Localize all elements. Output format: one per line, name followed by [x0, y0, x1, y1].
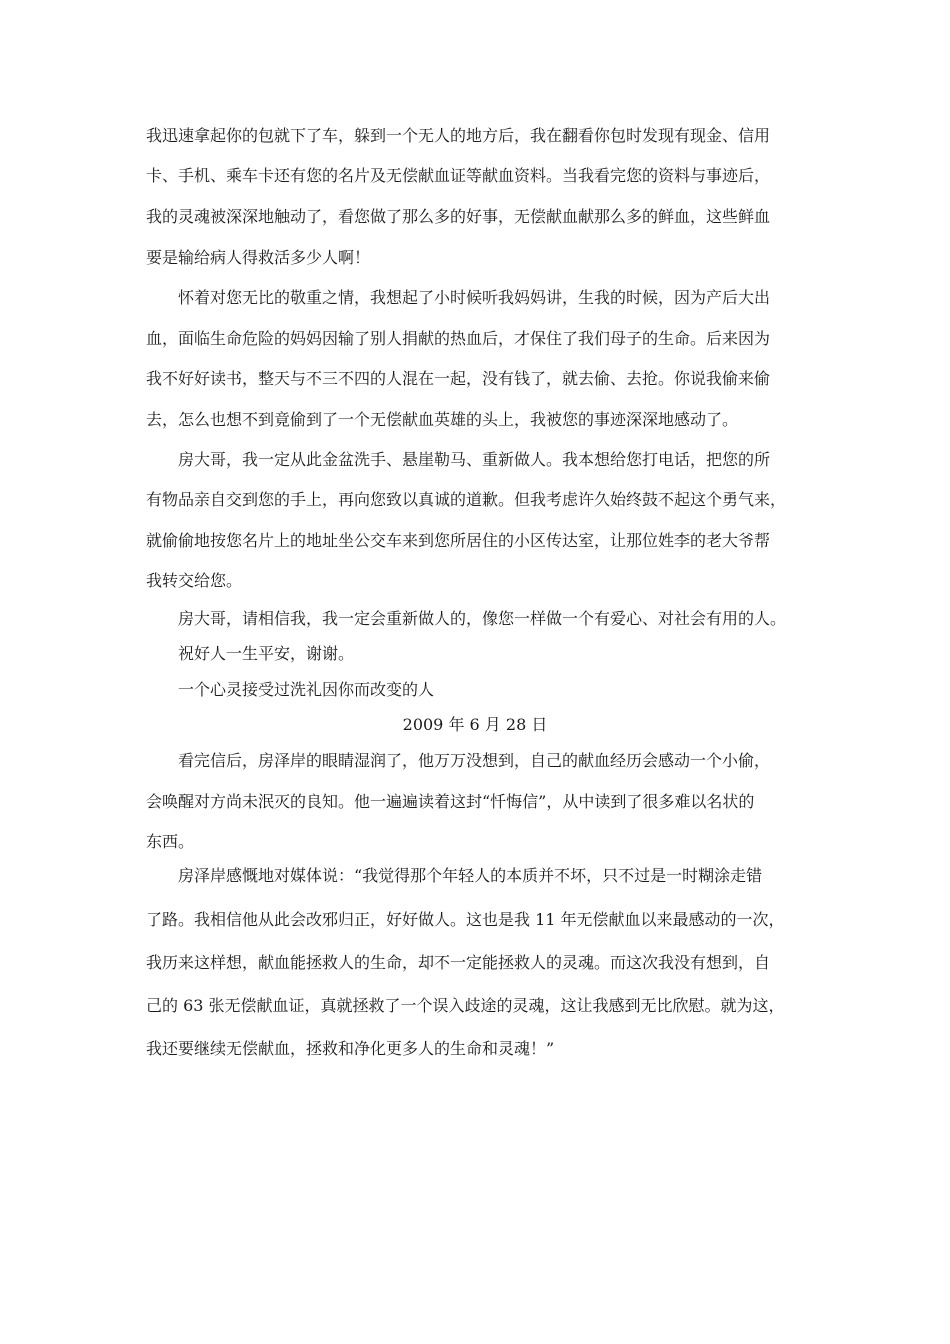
text-line: 就偷偷地按您名片上的地址坐公交车来到您所居住的小区传达室，让那位姓李的老大爷帮 [146, 531, 771, 550]
text-line: 我迅速拿起你的包就下了车，躲到一个无人的地方后，我在翻看你包时发现有现金、信用 [146, 126, 771, 145]
text-line: 祝好人一生平安，谢谢。 [178, 644, 355, 663]
text-line: 了路。我相信他从此会改邪归正，好好做人。这也是我 11 年无偿献血以来最感动的一次， [146, 910, 785, 929]
text-line: 我不好好读书，整天与不三不四的人混在一起，没有钱了，就去偷、去抢。你说我偷来偷 [146, 369, 771, 388]
text-line: 去，怎么也想不到竟偷到了一个无偿献血英雄的头上，我被您的事迹深深地感动了。 [146, 410, 739, 429]
text-line: 房泽岸感慨地对媒体说：“我觉得那个年轻人的本质并不坏，只不过是一时糊涂走错 [178, 866, 763, 885]
text-line: 卡、手机、乘车卡还有您的名片及无偿献血证等献血资料。当我看完您的资料与事迹后， [146, 166, 771, 185]
text-line: 房大哥，我一定从此金盆洗手、悬崖勒马、重新做人。我本想给您打电话，把您的所 [178, 450, 771, 469]
text-line: 要是输给病人得救活多少人啊！ [146, 248, 371, 267]
text-line: 东西。 [146, 832, 195, 851]
text-line: 有物品亲自交到您的手上，再向您致以真诚的道歉。但我考虑许久始终鼓不起这个勇气来， [146, 490, 787, 509]
text-line: 房大哥，请相信我，我一定会重新做人的，像您一样做一个有爱心、对社会有用的人。 [178, 609, 787, 628]
text-line: 会唤醒对方尚未泯灭的良知。他一遍遍读着这封“忏悔信”，从中读到了很多难以名状的 [146, 792, 755, 811]
text-line: 怀着对您无比的敬重之情，我想起了小时候听我妈妈讲，生我的时候，因为产后大出 [178, 288, 771, 307]
text-line: 我还要继续无偿献血，拯救和净化更多人的生命和灵魂！” [146, 1039, 555, 1058]
text-line: 我转交给您。 [146, 571, 243, 590]
text-line: 血，面临生命危险的妈妈因输了别人捐献的热血后，才保住了我们母子的生命。后来因为 [146, 329, 771, 348]
text-line: 我的灵魂被深深地触动了，看您做了那么多的好事，无偿献血献那么多的鲜血，这些鲜血 [146, 207, 771, 226]
text-line: 我历来这样想，献血能拯救人的生命，却不一定能拯救人的灵魂。而这次我没有想到，自 [146, 953, 771, 972]
text-line: 己的 63 张无偿献血证，真就拯救了一个误入歧途的灵魂，这让我感到无比欣慰。就为这， [146, 996, 785, 1015]
text-line: 一个心灵接受过洗礼因你而改变的人 [178, 680, 435, 699]
text-line: 看完信后，房泽岸的眼睛湿润了，他万万没想到，自己的献血经历会感动一个小偷， [178, 751, 771, 770]
letter-date: 2009 年 6 月 28 日 [402, 715, 548, 734]
